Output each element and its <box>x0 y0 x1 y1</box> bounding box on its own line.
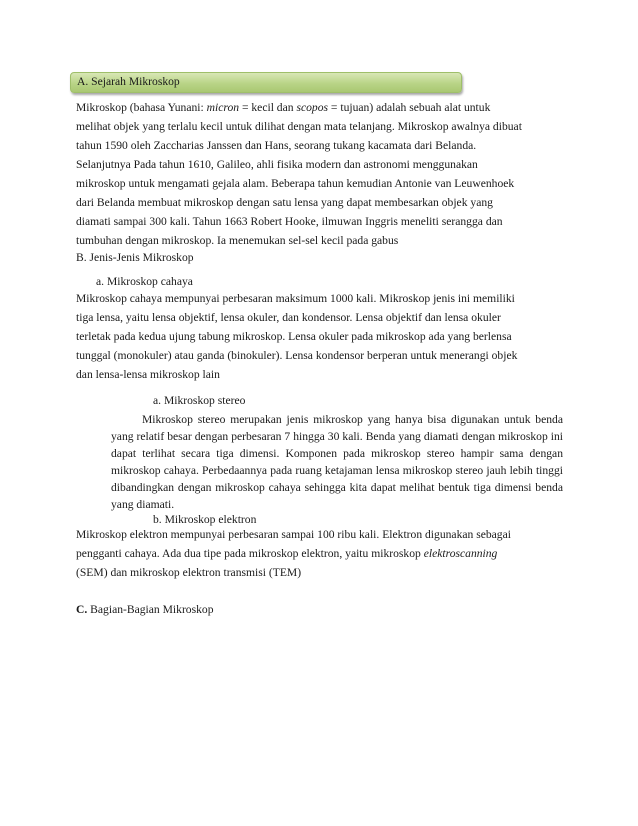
section-c-title: Bagian-Bagian Mikroskop <box>87 603 214 616</box>
paragraph-line: diamati sampai 300 kali. Tahun 1663 Robert Hooke, ilmuwan Inggris meneliti serangga dan <box>76 215 503 228</box>
paragraph-line: dari Belanda membuat mikroskop dengan satu lensa yang dapat membesarkan objek yang <box>76 196 493 209</box>
section-a-paragraph <box>76 98 576 250</box>
paragraph-line: Selanjutnya Pada tahun 1610, Galileo, ahli fisika modern dan astronomi menggunakan <box>76 158 478 171</box>
paragraph-line: tunggal (monokuler) atau ganda (binokuler). Lensa kondensor berperan untuk menerangi objek <box>76 349 518 362</box>
term-scopos: scopos <box>296 101 329 114</box>
paragraph-line: dan lensa-lensa mikroskop lain <box>76 368 220 381</box>
paragraph-line: Mikroskop cahaya mempunyai perbesaran maksimum 1000 kali. Mikroskop jenis ini memiliki <box>76 292 515 305</box>
paragraph-line: tumbuhan dengan mikroskop. Ia menemukan sel-sel kecil pada gabus <box>76 234 399 247</box>
section-c-heading <box>76 603 214 616</box>
section-b-heading: B. Jenis-Jenis Mikroskop <box>76 251 194 264</box>
cahaya-paragraph <box>76 289 576 384</box>
paragraph-line: pengganti cahaya. Ada dua tipe pada mikroskop elektron, yaitu mikroskop elektroscanning <box>76 547 498 560</box>
paragraph-line: Mikroskop (bahasa Yunani: micron = kecil dan scopos = tujuan) adalah sebuah alat untuk <box>76 101 491 114</box>
paragraph-line: (SEM) dan mikroskop elektron transmisi (TEM) <box>76 566 302 579</box>
paragraph-line: Mikroskop elektron mempunyai perbesaran sampai 100 ribu kali. Elektron digunakan sebagai <box>76 528 511 541</box>
term-elektroscanning: elektroscanning <box>423 547 498 560</box>
stereo-paragraph <box>111 411 563 513</box>
elektron-paragraph <box>76 525 576 582</box>
elektron-subheading: b. Mikroskop elektron <box>153 513 257 526</box>
stereo-text: Mikroskop stereo merupakan jenis mikroskop yang hanya bisa digunakan untuk benda yang relatif besar dengan perbesaran 7 hingga 30 kali. Benda yang diamati dengan mikroskop ini dapat terlihat secara tiga dimensi. Komponen pada mikroskop stereo hampir sama dengan mikroskop cahaya. Perbedaannya pada ruang ketajaman lensa mikroskop stereo jauh lebih tinggi dibandingkan dengan mikroskop cahaya sehingga kita dapat melihat bentuk tiga dimensi benda yang diamati. <box>111 413 563 511</box>
section-a-heading-bar <box>70 72 462 93</box>
section-c-letter: C. <box>76 603 88 616</box>
cahaya-subheading: a. Mikroskop cahaya <box>96 275 193 288</box>
stereo-subheading: a. Mikroskop stereo <box>153 394 246 407</box>
paragraph-line: terletak pada kedua ujung tabung mikroskop. Lensa okuler pada mikroskop ada yang berlensa <box>76 330 512 343</box>
paragraph-line: mikroskop untuk mengamati gejala alam. Beberapa tahun kemudian Antonie van Leuwenhoek <box>76 177 515 190</box>
section-a-heading: A. Sejarah Mikroskop <box>77 75 180 88</box>
term-micron: micron <box>206 101 240 114</box>
paragraph-line: tahun 1590 oleh Zaccharias Janssen dan Hans, seorang tukang kacamata dari Belanda. <box>76 139 477 152</box>
paragraph-line: melihat objek yang terlalu kecil untuk dilihat dengan mata telanjang. Mikroskop awalnya dibuat <box>76 120 522 133</box>
paragraph-line: tiga lensa, yaitu lensa objektif, lensa okuler, dan kondensor. Lensa objektif dan lensa okuler <box>76 311 501 324</box>
